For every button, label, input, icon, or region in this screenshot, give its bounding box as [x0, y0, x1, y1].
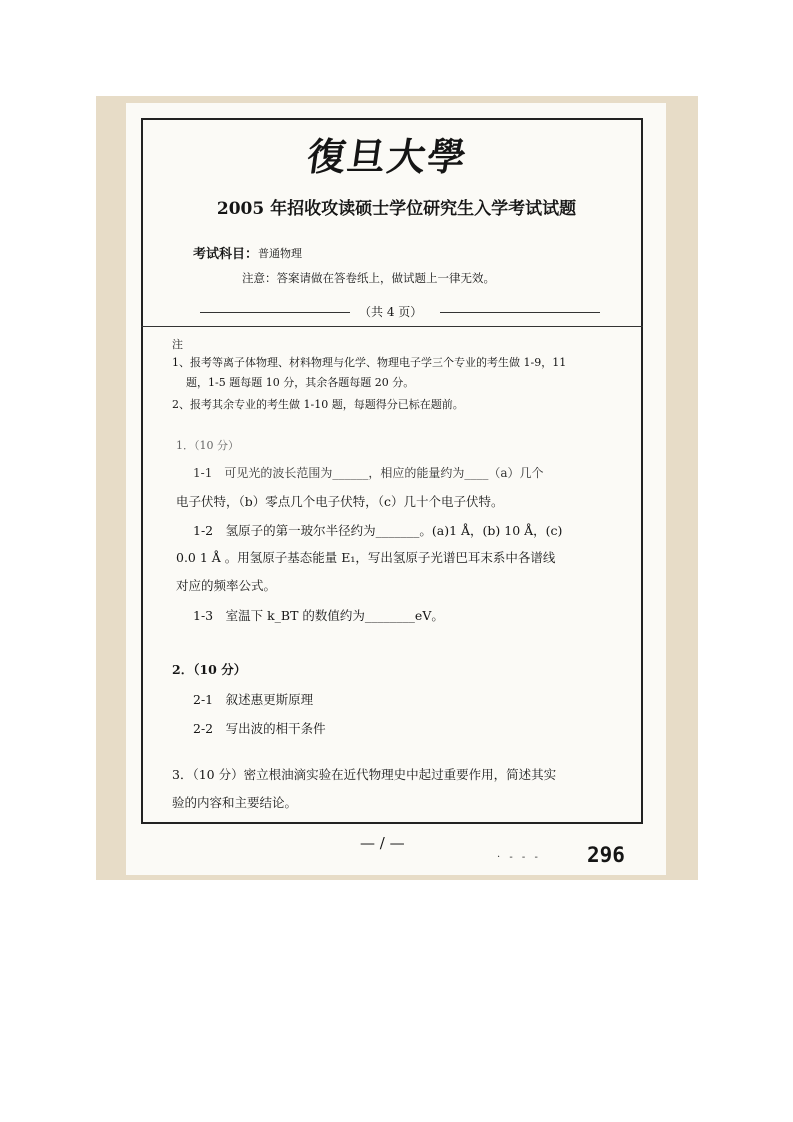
question-1-1-cont: 电子伏特，（b）零点几个电子伏特，（c）几十个电子伏特。 — [176, 494, 504, 509]
exam-title: 2005 年招收攻读硕士学位研究生入学考试试题 — [216, 199, 577, 219]
question-1-3: 1-3 室温下 k_BT 的数值约为________eV。 — [193, 608, 444, 623]
question-2-heading: 2．（10 分） — [172, 662, 247, 677]
question-1-2-cont: 0.0 1 Å 。用氢原子基态能量 E₁，写出氢原子光谱巴耳末系中各谱线 — [176, 550, 556, 565]
question-1-2-cont2: 对应的频率公式。 — [176, 578, 277, 593]
university-logo: 復旦大學 — [304, 134, 471, 179]
question-3: 3．（10 分）密立根油滴实验在近代物理史中起过重要作用，简述其实 — [172, 767, 557, 782]
question-1-heading: 1．（10 分） — [176, 439, 239, 452]
question-1-1: 1-1 可见光的波长范围为______，相应的能量约为____（a）几个 — [193, 466, 544, 480]
note-item-1-cont: 题，1-5 题每题 10 分，其余各题每题 20 分。 — [186, 376, 415, 389]
subject-value: 普通物理 — [258, 247, 302, 260]
header-divider — [141, 326, 643, 327]
question-2-1: 2-1 叙述惠更斯原理 — [193, 692, 314, 707]
question-3-cont: 验的内容和主要结论。 — [172, 795, 298, 810]
subject-label: 考试科目： — [193, 247, 259, 262]
page-count-row — [200, 303, 600, 321]
notes-heading: 注 — [172, 338, 183, 351]
page-number: — / — — [360, 834, 405, 852]
footer-dots: · - - - — [497, 852, 541, 863]
question-1-2: 1-2 氢原子的第一玻尔半径约为_______。(a)1 Å，(b) 10 Å，(c) — [193, 523, 563, 538]
page-count-rule-right — [440, 312, 600, 313]
question-2-2: 2-2 写出波的相干条件 — [193, 721, 326, 736]
page-count: （共 4 页） — [359, 305, 423, 319]
page-count-rule-left — [200, 312, 350, 313]
page-code: 296 — [587, 843, 625, 867]
note-item-1: 1、报考等离子体物理、材料物理与化学、物理电子学三个专业的考生做 1-9，11 — [172, 356, 567, 369]
note-item-2: 2、报考其余专业的考生做 1-10 题，每题得分已标在题前。 — [172, 398, 464, 411]
answer-notice: 注意：答案请做在答卷纸上，做试题上一律无效。 — [242, 271, 495, 285]
